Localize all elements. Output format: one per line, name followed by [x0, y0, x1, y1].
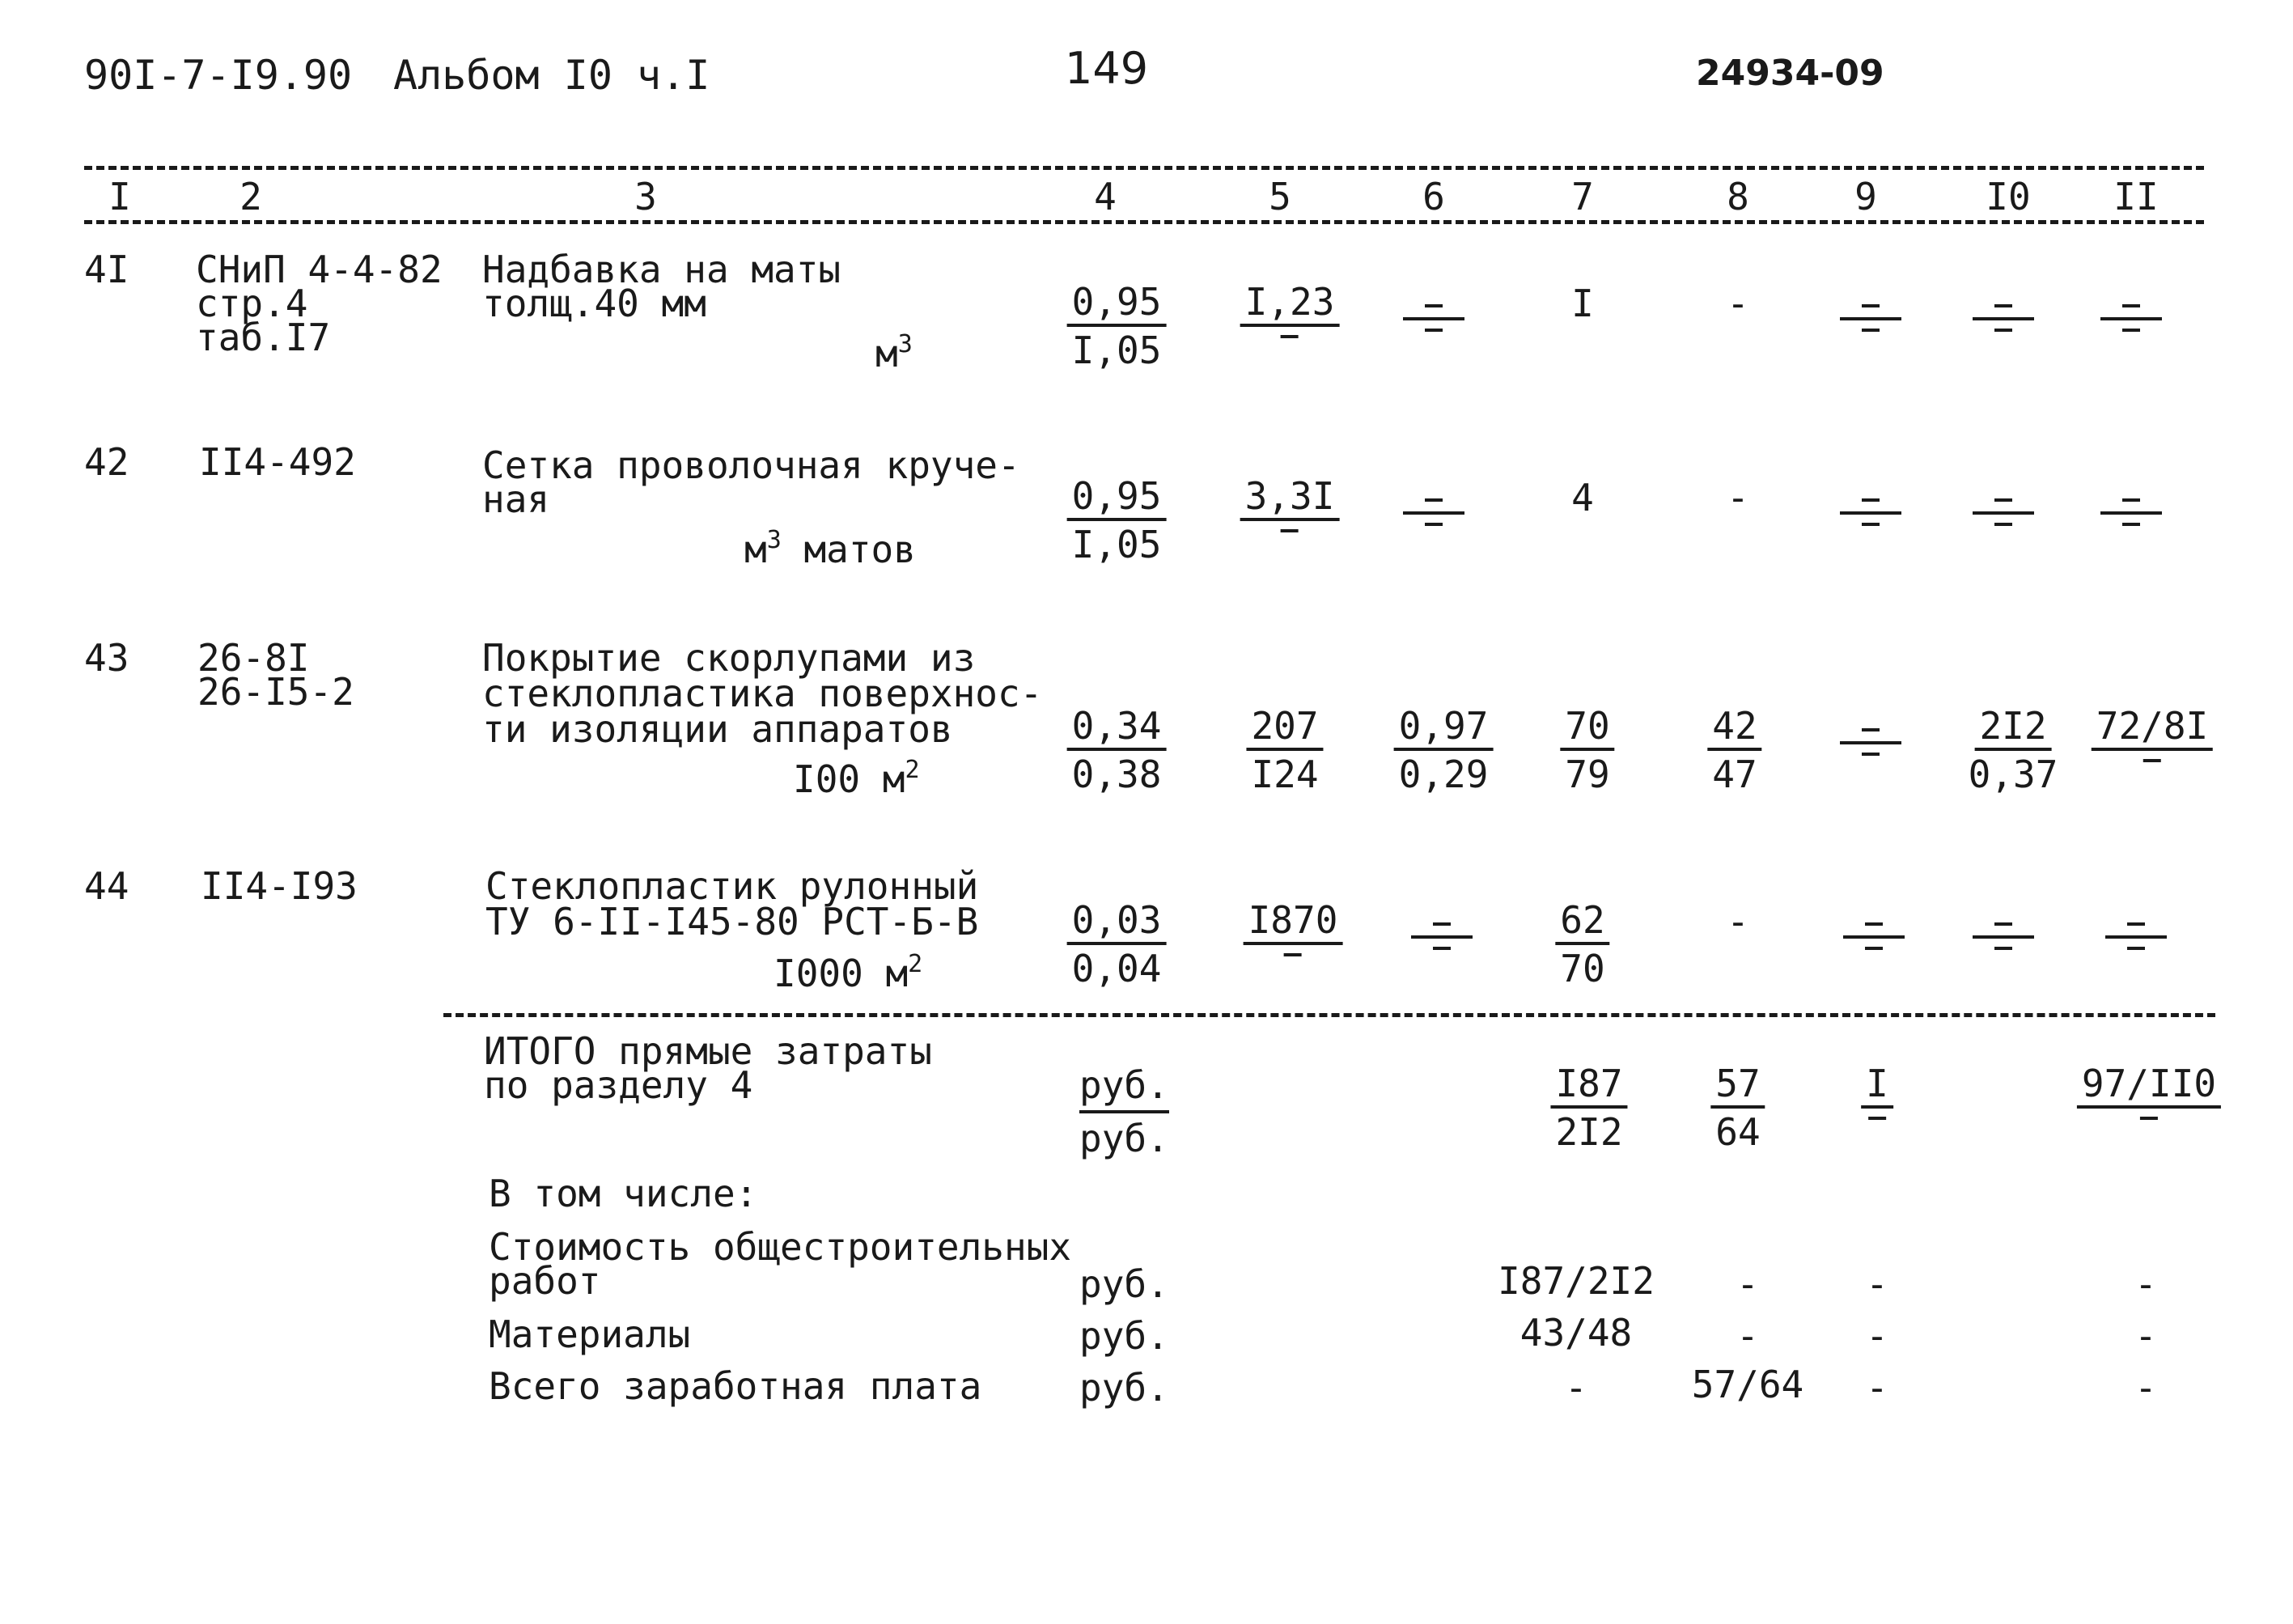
cell-col-8: - — [1727, 476, 1749, 519]
norm-code: стр.4 — [196, 282, 308, 325]
cell-col-5: $\frac{207}{I24}$ — [1246, 707, 1323, 793]
album-label: Альбом I0 ч.I — [393, 52, 710, 99]
breakdown-unit: руб. — [1079, 1262, 1169, 1306]
stamp-number: 24934-09 — [1696, 53, 1884, 94]
breakdown-label: Материалы — [489, 1312, 691, 1356]
breakdown-label: Стоимость общестроительных — [489, 1225, 1072, 1269]
item-name: стеклопластика поверхнос- — [482, 672, 1043, 715]
cell-col-10 — [1973, 922, 2034, 950]
cell-col-11 — [2100, 498, 2162, 526]
item-name: толщ.40 мм — [482, 282, 706, 325]
cell-col-5: I,23 — [1240, 283, 1340, 338]
row-number: 44 — [84, 864, 129, 908]
breakdown-unit: руб. — [1079, 1366, 1169, 1410]
item-name: ная — [482, 477, 550, 521]
cell-col-9 — [1840, 728, 1901, 756]
header-top-rule — [84, 166, 2204, 170]
cell-col-4: $\frac{0,95}{I,05}$ — [1067, 283, 1167, 369]
breakdown-col-9: - — [1866, 1262, 1888, 1306]
column-header-1: I — [108, 175, 131, 218]
including-label: В том числе: — [489, 1172, 758, 1215]
cell-col-7: $\frac{70}{79}$ — [1560, 707, 1614, 793]
cell-col-11 — [2105, 922, 2167, 950]
measure-unit: $м^3$ матов — [744, 526, 916, 571]
item-name: Покрытие скорлупами из — [482, 636, 976, 680]
item-name: ТУ 6-II-I45-80 РСТ-Б-В — [485, 900, 979, 943]
column-header-11: II — [2113, 175, 2159, 218]
cell-col-4: $\frac{0,03}{0,04}$ — [1067, 901, 1167, 987]
breakdown-unit: руб. — [1079, 1314, 1169, 1358]
cell-col-6 — [1403, 498, 1464, 526]
measure-unit: $м^3$ — [875, 330, 913, 375]
breakdown-col-8: - — [1736, 1314, 1759, 1358]
item-name: ти изоляции аппаратов — [482, 707, 953, 751]
breakdown-col-8: 57/64 — [1691, 1363, 1804, 1406]
column-header-10: I0 — [1986, 175, 2031, 218]
totals-unit: руб. — [1079, 1066, 1169, 1104]
item-name: Надбавка на маты — [482, 248, 841, 291]
cell-col-6 — [1403, 304, 1464, 332]
breakdown-col-7: I87/2I2 — [1498, 1259, 1655, 1303]
cell-col-10: $\frac{2I2}{0,37}$ — [1968, 704, 2058, 796]
totals-col-11: 97/II0 — [2077, 1065, 2221, 1120]
header-bottom-rule — [84, 220, 2204, 224]
totals-unit: руб. — [1079, 1117, 1169, 1160]
cell-col-5: 3,3I — [1240, 477, 1340, 532]
column-header-2: 2 — [239, 175, 262, 218]
column-header-4: 4 — [1094, 175, 1117, 218]
breakdown-col-7: 43/48 — [1519, 1311, 1633, 1355]
breakdown-label: Всего заработная плата — [489, 1364, 982, 1408]
cell-col-8: - — [1727, 282, 1749, 325]
cell-col-9 — [1840, 498, 1901, 526]
cell-col-6 — [1411, 922, 1473, 950]
cell-col-5: I870 — [1244, 901, 1343, 956]
column-header-3: 3 — [634, 175, 657, 218]
row-number: 4I — [84, 248, 129, 291]
totals-col-7: $\frac{I87}{2I2}$ — [1550, 1065, 1627, 1151]
cell-col-4: $\frac{0,34}{0,38}$ — [1067, 707, 1167, 793]
document-code: 90I-7-I9.90 — [84, 52, 353, 99]
norm-code: СНиП 4-4-82 — [196, 248, 443, 291]
cell-col-6: $\frac{0,97}{0,29}$ — [1394, 707, 1494, 793]
cell-col-11 — [2100, 304, 2162, 332]
norm-code: 26-I5-2 — [197, 670, 354, 714]
column-header-7: 7 — [1571, 175, 1594, 218]
norm-code: 26-8I — [197, 636, 310, 680]
breakdown-col-7: - — [1565, 1366, 1587, 1410]
totals-label: по разделу 4 — [484, 1063, 753, 1107]
cell-col-8: $\frac{42}{47}$ — [1707, 707, 1761, 793]
breakdown-col-9: - — [1866, 1366, 1888, 1410]
item-name: Стеклопластик рулонный — [485, 864, 979, 908]
column-header-6: 6 — [1422, 175, 1445, 218]
row-number: 43 — [84, 636, 129, 680]
totals-col-9: I — [1861, 1065, 1893, 1120]
cell-col-8: - — [1727, 900, 1749, 943]
totals-label: ИТОГО прямые затраты — [484, 1029, 932, 1073]
cell-col-11: 72/8I — [2092, 707, 2213, 762]
breakdown-col-11: - — [2134, 1314, 2157, 1358]
breakdown-col-11: - — [2134, 1366, 2157, 1410]
row-number: 42 — [84, 440, 129, 484]
item-name: Сетка проволочная круче- — [482, 443, 1020, 487]
cell-col-9 — [1840, 304, 1901, 332]
column-header-8: 8 — [1727, 175, 1749, 218]
breakdown-label: работ — [489, 1259, 601, 1303]
cell-col-4: $\frac{0,95}{I,05}$ — [1067, 477, 1167, 563]
breakdown-col-11: - — [2134, 1262, 2157, 1306]
norm-code: II4-I93 — [201, 864, 358, 908]
measure-unit: I00 $м^2$ — [793, 756, 920, 801]
measure-unit: I000 $м^2$ — [774, 950, 923, 995]
page-number: 149 — [1065, 43, 1149, 94]
totals-rule — [443, 1013, 2215, 1017]
cell-col-10 — [1973, 498, 2034, 526]
column-header-9: 9 — [1854, 175, 1877, 218]
totals-col-8: $\frac{57}{64}$ — [1710, 1065, 1765, 1151]
norm-code: таб.I7 — [196, 316, 331, 359]
cell-col-9 — [1843, 922, 1905, 950]
cell-col-7: 4 — [1571, 476, 1594, 519]
cell-col-10 — [1973, 304, 2034, 332]
breakdown-col-9: - — [1866, 1314, 1888, 1358]
column-header-5: 5 — [1269, 175, 1291, 218]
cell-col-7: $\frac{62}{70}$ — [1555, 901, 1609, 987]
breakdown-col-8: - — [1736, 1262, 1759, 1306]
norm-code: II4-492 — [199, 440, 356, 484]
cell-col-7: I — [1571, 282, 1594, 325]
